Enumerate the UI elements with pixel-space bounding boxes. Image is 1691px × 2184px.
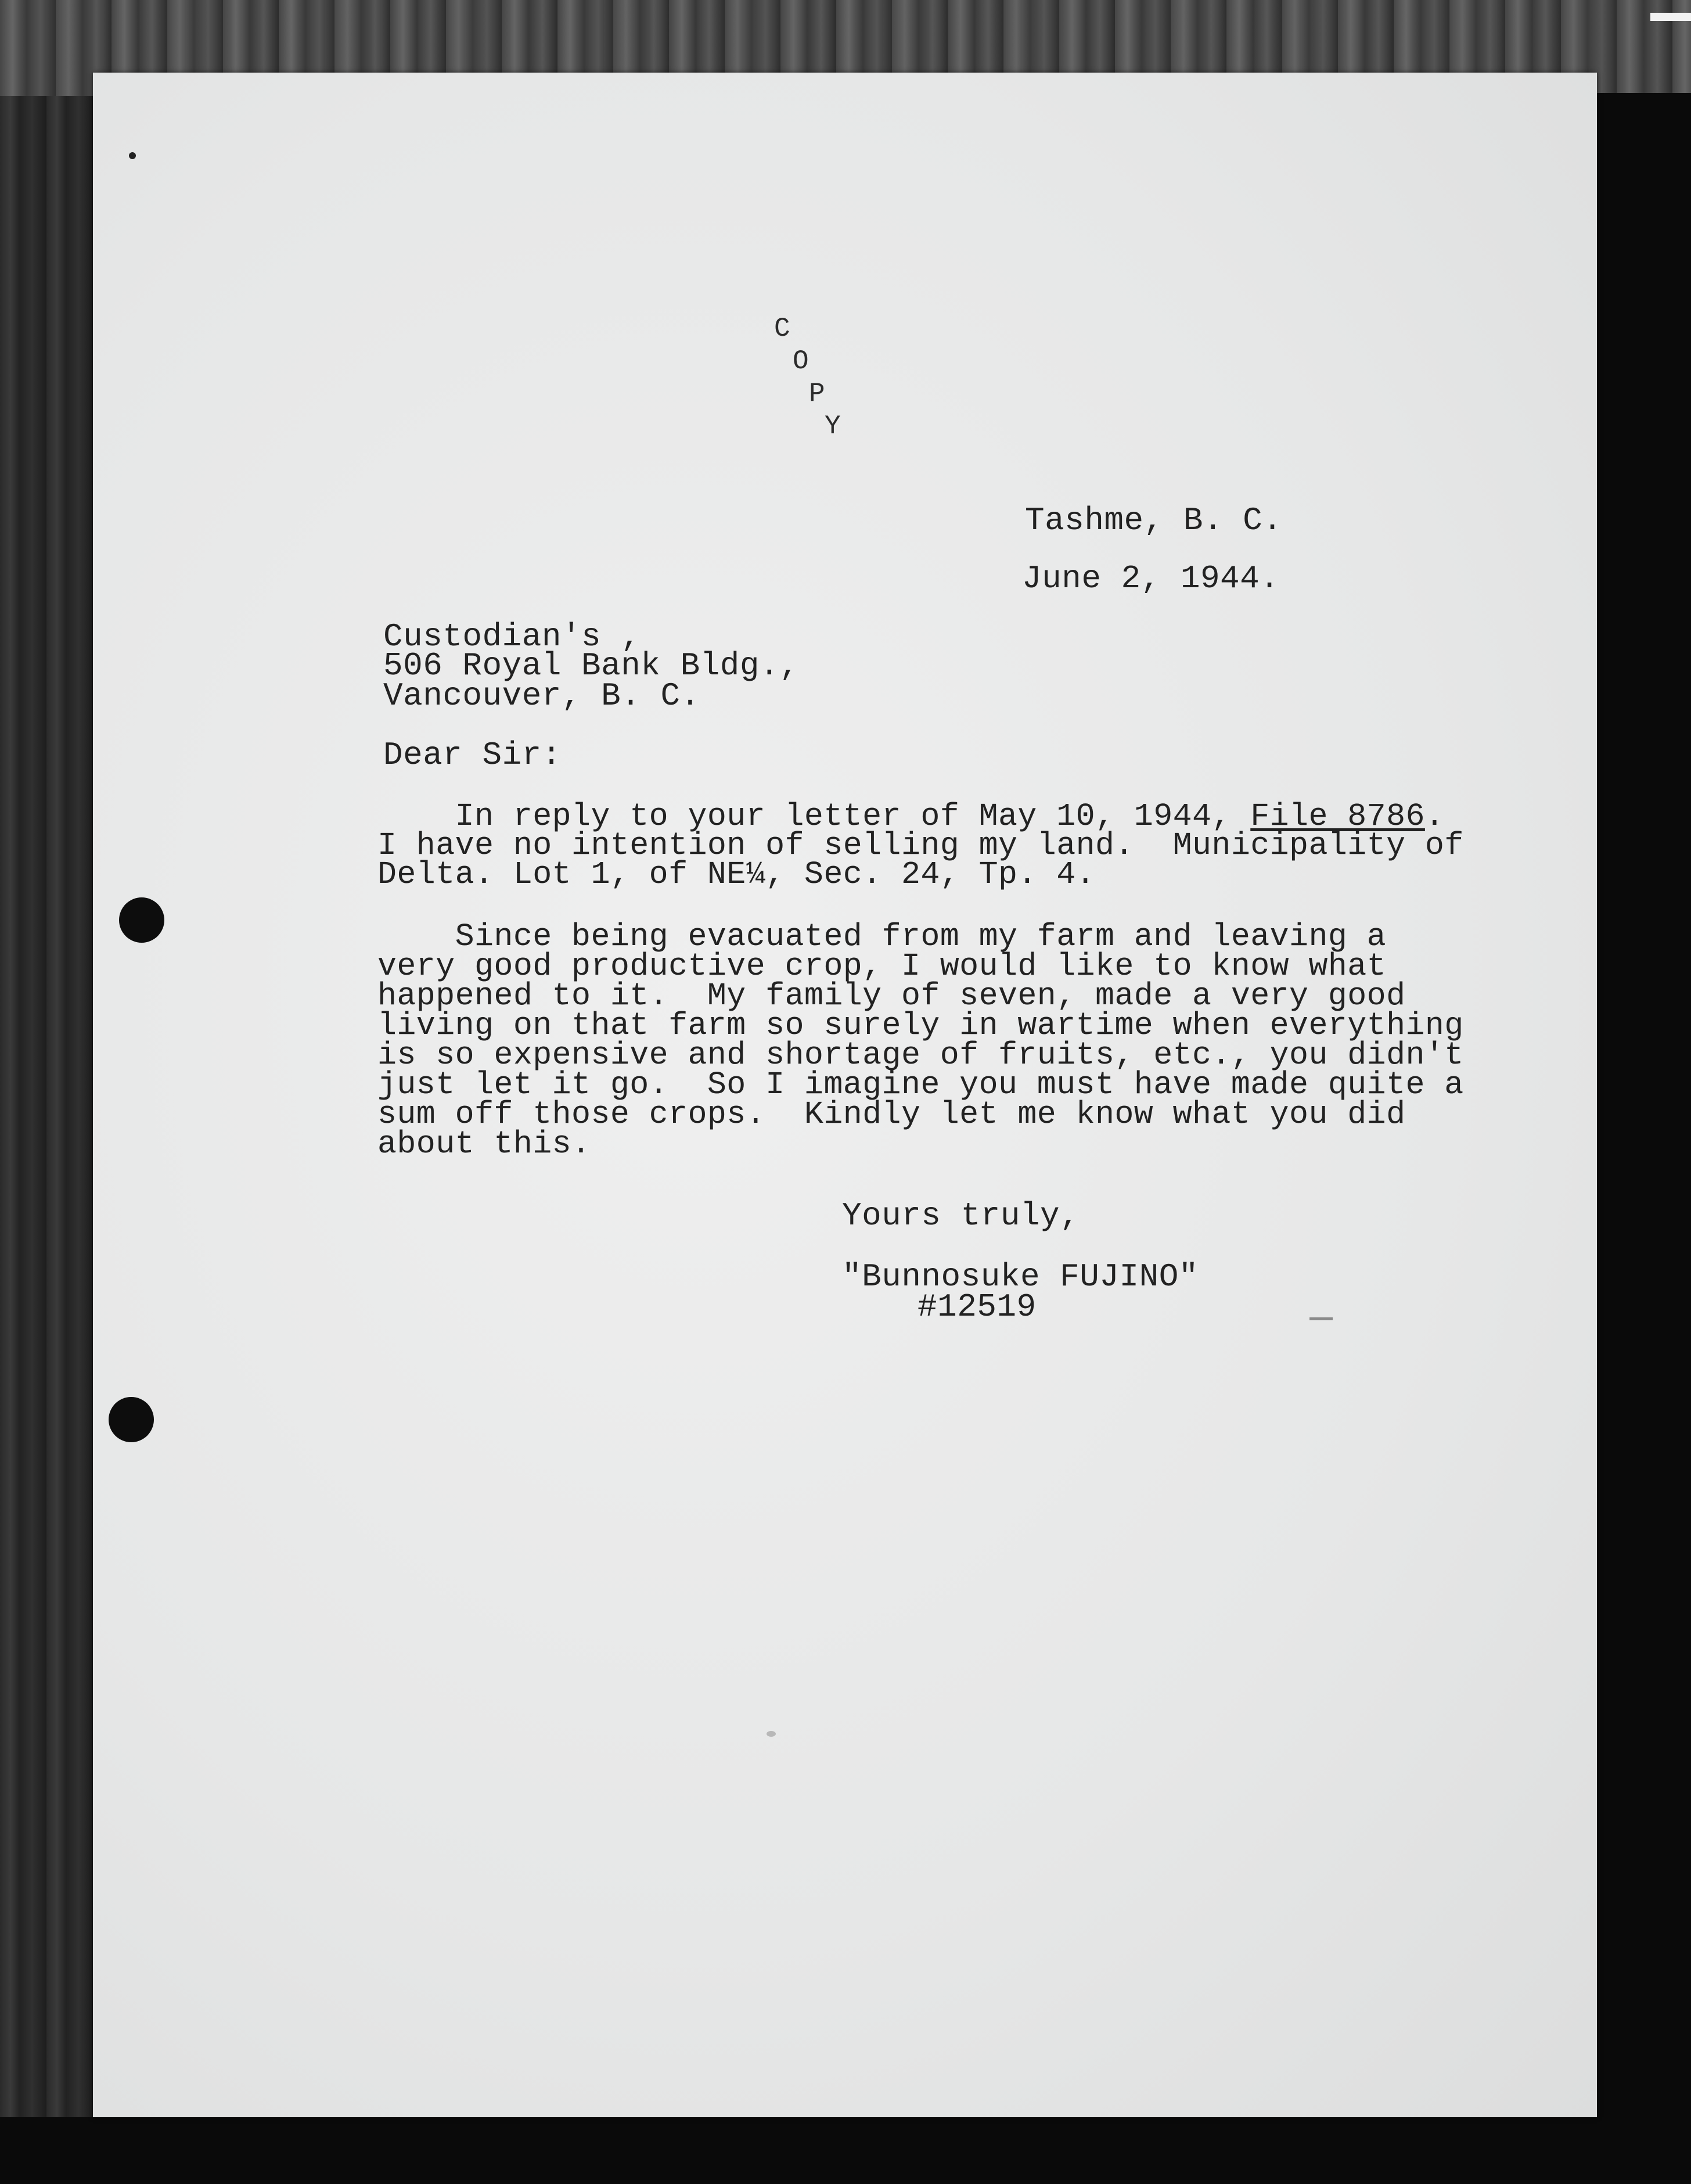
- recipient-name: Custodian's ,: [383, 618, 641, 655]
- punch-hole-upper: [119, 897, 164, 943]
- paragraph1-reply-text: In reply to your letter of May 10, 1944,: [377, 798, 1251, 835]
- valediction: Yours truly,: [842, 1197, 1080, 1234]
- right-edge-shadow: [1597, 93, 1691, 2184]
- letter-date: June 2, 1944.: [1022, 560, 1280, 597]
- paragraph2-line: Since being evacuated from my farm and leaving a: [377, 918, 1387, 955]
- paragraph2-line: sum off those crops. Kindly let me know what you did: [377, 1096, 1406, 1133]
- paper-dot: [129, 152, 136, 159]
- paragraph1-line2: I have no intention of selling my land. Municipality of: [377, 827, 1464, 864]
- paragraph1-period: .: [1424, 798, 1445, 835]
- paragraph1-line3: Delta. Lot 1, of NE¼, Sec. 24, Tp. 4.: [377, 856, 1095, 893]
- signer-number: #12519: [918, 1288, 1037, 1326]
- paragraph2-line: about this.: [377, 1126, 591, 1162]
- bottom-edge-shadow: [0, 2117, 1691, 2184]
- paragraph2-line: living on that farm so surely in wartime when everything: [377, 1007, 1464, 1044]
- file-number: File 8786: [1250, 798, 1425, 835]
- stray-mark: [1309, 1317, 1333, 1320]
- paper-speck: [767, 1731, 776, 1737]
- recipient-city: Vancouver, B. C.: [383, 677, 700, 714]
- paragraph2-line: happened to it. My family of seven, made a very good: [377, 978, 1406, 1014]
- copy-letter-p: P: [809, 379, 825, 409]
- copy-letter-c: C: [774, 314, 790, 344]
- salutation: Dear Sir:: [383, 737, 562, 774]
- recipient-street: 506 Royal Bank Bldg.,: [383, 647, 800, 684]
- paragraph2-line: just let it go. So I imagine you must have made quite a: [377, 1066, 1464, 1103]
- signature: "Bunnosuke FUJINO": [842, 1258, 1199, 1295]
- paragraph2-line: very good productive crop, I would like to know what: [377, 948, 1387, 985]
- copy-letter-o: O: [793, 346, 809, 376]
- sender-place: Tashme, B. C.: [1025, 502, 1283, 539]
- punch-hole-lower: [109, 1397, 154, 1442]
- film-corner-mark: [1650, 13, 1691, 21]
- paragraph2-line: is so expensive and shortage of fruits, etc., you didn't: [377, 1037, 1464, 1073]
- copy-letter-y: Y: [825, 411, 841, 441]
